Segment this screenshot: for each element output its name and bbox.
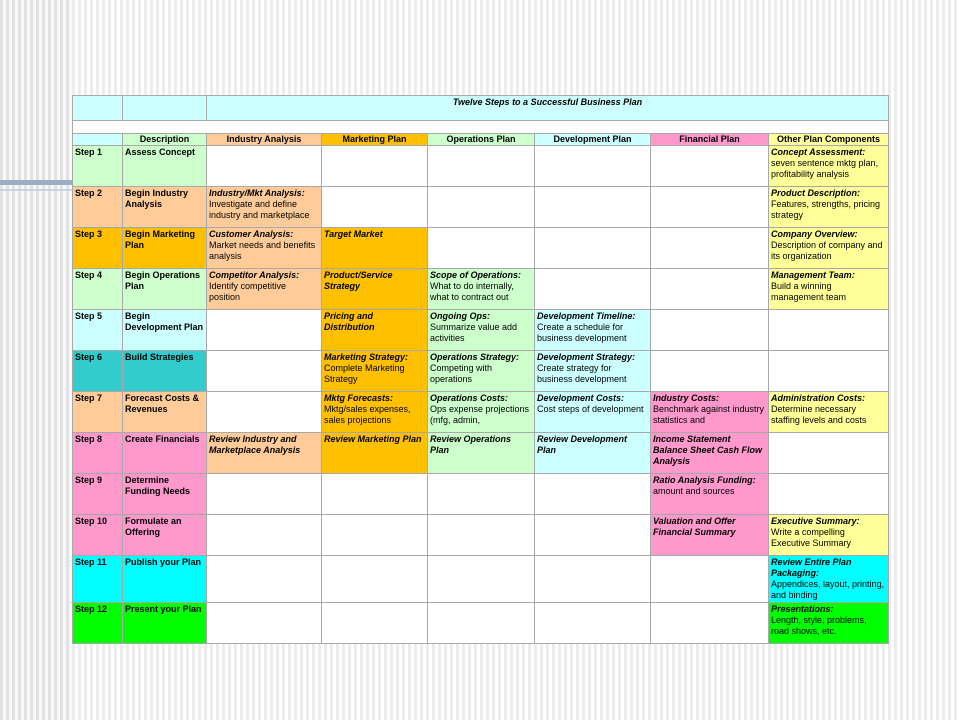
step-description: Begin Industry Analysis <box>123 187 207 228</box>
operations-cell <box>428 146 535 187</box>
step-description: Present your Plan <box>123 603 207 644</box>
operations-cell <box>428 556 535 603</box>
development-cell <box>535 474 651 515</box>
financial-cell: Valuation and Offer Financial Summary <box>651 515 769 556</box>
development-cell <box>535 603 651 644</box>
step-label: Step 10 <box>73 515 123 556</box>
step-description: Assess Concept <box>123 146 207 187</box>
header-description: Description <box>123 134 207 146</box>
header-financial-plan: Financial Plan <box>651 134 769 146</box>
operations-cell <box>428 515 535 556</box>
business-plan-table <box>72 95 889 644</box>
development-cell: Development Costs: Cost steps of development <box>535 392 651 433</box>
operations-cell <box>428 603 535 644</box>
marketing-cell <box>322 515 428 556</box>
step-description: Begin Marketing Plan <box>123 228 207 269</box>
operations-cell <box>428 474 535 515</box>
step-label: Step 6 <box>73 351 123 392</box>
development-cell <box>535 228 651 269</box>
table-row <box>73 310 889 351</box>
marketing-cell: Marketing Strategy: Complete Marketing Strategy <box>322 351 428 392</box>
step-label: Step 8 <box>73 433 123 474</box>
financial-cell: Industry Costs: Benchmark against industry statistics and <box>651 392 769 433</box>
step-label: Step 4 <box>73 269 123 310</box>
table-row <box>73 187 889 228</box>
table-row <box>73 228 889 269</box>
industry-cell <box>207 310 322 351</box>
table-title: Twelve Steps to a Successful Business Plan <box>207 96 889 121</box>
step-description: Formulate an Offering <box>123 515 207 556</box>
table-row <box>73 433 889 474</box>
financial-cell: Income Statement Balance Sheet Cash Flow Analysis <box>651 433 769 474</box>
industry-cell <box>207 515 322 556</box>
other-cell: Administration Costs: Determine necessary staffing levels and costs <box>769 392 889 433</box>
step-label: Step 5 <box>73 310 123 351</box>
step-label: Step 3 <box>73 228 123 269</box>
header-development-plan: Development Plan <box>535 134 651 146</box>
industry-cell <box>207 556 322 603</box>
table-row <box>73 351 889 392</box>
financial-cell <box>651 269 769 310</box>
development-cell: Development Timeline: Create a schedule for business development <box>535 310 651 351</box>
industry-cell: Industry/Mkt Analysis: Investigate and define industry and marketplace <box>207 187 322 228</box>
header-row <box>73 134 889 146</box>
other-cell <box>769 474 889 515</box>
industry-cell <box>207 146 322 187</box>
financial-cell <box>651 556 769 603</box>
development-cell: Review Development Plan <box>535 433 651 474</box>
step-label: Step 7 <box>73 392 123 433</box>
step-label: Step 9 <box>73 474 123 515</box>
title-left-cell <box>73 96 123 121</box>
operations-cell: Ongoing Ops: Summarize value add activities <box>428 310 535 351</box>
table-row <box>73 603 889 644</box>
slide-side-stripes <box>0 0 72 720</box>
other-cell <box>769 433 889 474</box>
financial-cell <box>651 146 769 187</box>
step-label: Step 11 <box>73 556 123 603</box>
table-row <box>73 556 889 603</box>
step-description: Create Financials <box>123 433 207 474</box>
industry-cell <box>207 392 322 433</box>
step-description: Forecast Costs & Revenues <box>123 392 207 433</box>
header-other-components: Other Plan Components <box>769 134 889 146</box>
table-row <box>73 146 889 187</box>
header-marketing-plan: Marketing Plan <box>322 134 428 146</box>
marketing-cell <box>322 187 428 228</box>
other-cell: Concept Assessment: seven sentence mktg plan, profitability analysis <box>769 146 889 187</box>
other-cell: Executive Summary: Write a compelling Executive Summary <box>769 515 889 556</box>
operations-cell <box>428 187 535 228</box>
table-row <box>73 474 889 515</box>
industry-cell <box>207 474 322 515</box>
financial-cell <box>651 310 769 351</box>
other-cell: Management Team: Build a winning management team <box>769 269 889 310</box>
spreadsheet-table <box>72 95 888 636</box>
development-cell <box>535 515 651 556</box>
operations-cell: Scope of Operations: What to do internally, what to contract out <box>428 269 535 310</box>
marketing-cell <box>322 474 428 515</box>
spacer-row <box>73 121 889 134</box>
other-cell: Review Entire Plan Packaging: Appendices, layout, printing, and binding <box>769 556 889 603</box>
industry-cell: Review Industry and Marketplace Analysis <box>207 433 322 474</box>
marketing-cell: Review Marketing Plan <box>322 433 428 474</box>
other-cell: Product Description: Features, strengths, pricing strategy <box>769 187 889 228</box>
financial-cell <box>651 603 769 644</box>
step-description: Begin Operations Plan <box>123 269 207 310</box>
step-label: Step 1 <box>73 146 123 187</box>
industry-cell: Competitor Analysis: Identify competitive position <box>207 269 322 310</box>
step-label: Step 2 <box>73 187 123 228</box>
financial-cell <box>651 228 769 269</box>
table-row <box>73 515 889 556</box>
table-row <box>73 392 889 433</box>
operations-cell <box>428 228 535 269</box>
other-cell <box>769 310 889 351</box>
header-industry-analysis: Industry Analysis <box>207 134 322 146</box>
other-cell: Company Overview: Description of company and its organization <box>769 228 889 269</box>
marketing-cell: Product/Service Strategy <box>322 269 428 310</box>
marketing-cell <box>322 603 428 644</box>
step-description: Begin Development Plan <box>123 310 207 351</box>
development-cell <box>535 146 651 187</box>
other-cell: Presentations: Length, style, problems, road shows, etc. <box>769 603 889 644</box>
title-left-cell-2 <box>123 96 207 121</box>
industry-cell <box>207 351 322 392</box>
development-cell <box>535 187 651 228</box>
development-cell <box>535 269 651 310</box>
table-row <box>73 269 889 310</box>
marketing-cell: Pricing and Distribution <box>322 310 428 351</box>
operations-cell: Operations Costs: Ops expense projections (mfg, admin, <box>428 392 535 433</box>
operations-cell: Review Operations Plan <box>428 433 535 474</box>
financial-cell: Ratio Analysis Funding: amount and sources <box>651 474 769 515</box>
marketing-cell <box>322 556 428 603</box>
marketing-cell: Target Market <box>322 228 428 269</box>
financial-cell <box>651 187 769 228</box>
operations-cell: Operations Strategy: Competing with operations <box>428 351 535 392</box>
marketing-cell: Mktg Forecasts: Mktg/sales expenses, sales projections <box>322 392 428 433</box>
industry-cell <box>207 603 322 644</box>
step-description: Build Strategies <box>123 351 207 392</box>
development-cell: Development Strategy: Create strategy for business development <box>535 351 651 392</box>
industry-cell: Customer Analysis: Market needs and benefits analysis <box>207 228 322 269</box>
financial-cell <box>651 351 769 392</box>
marketing-cell <box>322 146 428 187</box>
step-label: Step 12 <box>73 603 123 644</box>
step-description: Determine Funding Needs <box>123 474 207 515</box>
header-step <box>73 134 123 146</box>
other-cell <box>769 351 889 392</box>
step-description: Publish your Plan <box>123 556 207 603</box>
header-operations-plan: Operations Plan <box>428 134 535 146</box>
development-cell <box>535 556 651 603</box>
